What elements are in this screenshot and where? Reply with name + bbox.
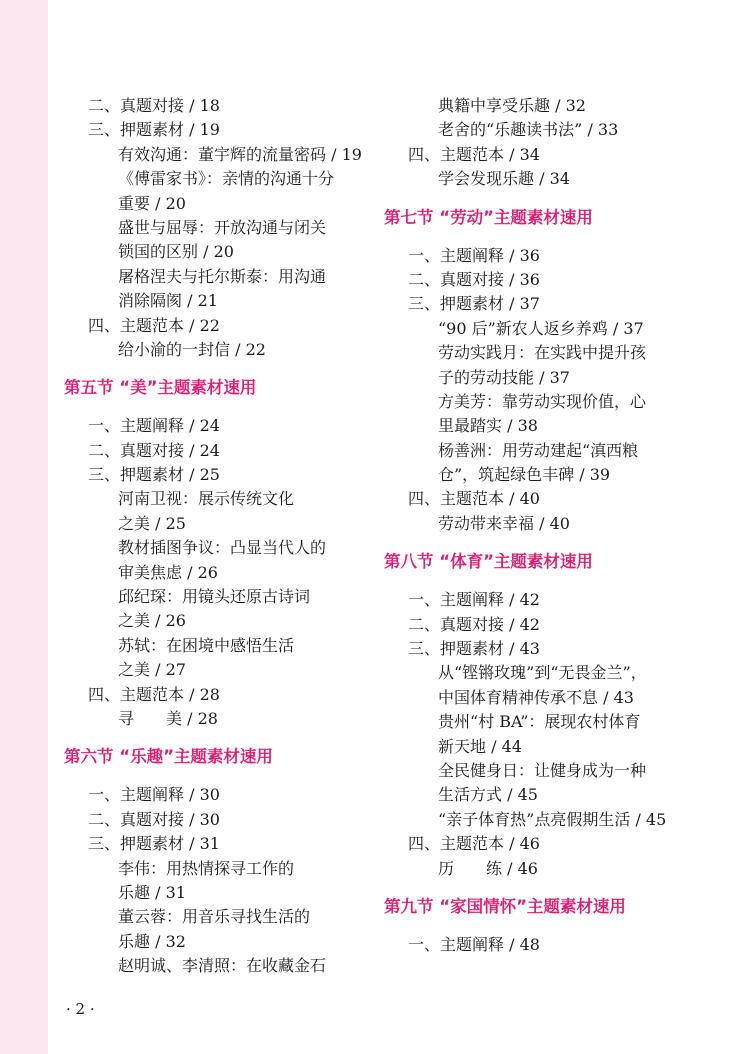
toc-entry: 二、真题对接 / 42 <box>408 614 540 634</box>
toc-subentry: 劳动实践月：在实践中提升孩 <box>438 343 647 363</box>
toc-subentry: 劳动带来幸福 / 40 <box>438 513 570 533</box>
toc-entry: 一、主题阐释 / 24 <box>88 416 220 436</box>
toc-entry: 四、主题范本 / 34 <box>408 144 540 164</box>
toc-subentry: 全民健身日：让健身成为一种 <box>438 760 647 780</box>
toc-entry: 四、主题范本 / 22 <box>88 315 220 335</box>
toc-entry: 一、主题阐释 / 30 <box>88 785 220 805</box>
toc-subentry: 里最踏实 / 38 <box>438 416 538 436</box>
toc-subentry: 之美 / 27 <box>118 660 186 680</box>
section-heading: 第九节 “家国情怀”主题素材速用 <box>384 896 626 916</box>
section-heading: 第五节 “美”主题素材速用 <box>64 378 257 398</box>
toc-subentry: 从“铿锵玫瑰”到“无畏金兰”， <box>438 663 647 683</box>
toc-subentry: 锁国的区别 / 20 <box>118 242 234 262</box>
toc-entry: 三、押题素材 / 37 <box>408 294 540 314</box>
toc-entry: 三、押题素材 / 19 <box>88 120 220 140</box>
toc-subentry: 《傅雷家书》：亲情的沟通十分 <box>118 169 335 189</box>
toc-subentry: 老舍的“乐趣读书法” / 33 <box>438 120 619 140</box>
toc-entry: 二、真题对接 / 24 <box>88 440 220 460</box>
toc-subentry: 消除隔阂 / 21 <box>118 291 218 311</box>
toc-subentry: 杨善洲：用劳动建起“滇西粮 <box>438 440 639 460</box>
page-margin-strip <box>0 0 48 1054</box>
toc-entry: 四、主题范本 / 46 <box>408 834 540 854</box>
toc-entry: 二、真题对接 / 30 <box>88 809 220 829</box>
toc-subentry: 历 练 / 46 <box>438 858 538 878</box>
page-number: · 2 · <box>66 1000 95 1018</box>
toc-subentry: “亲子体育热”点亮假期生活 / 45 <box>438 809 667 829</box>
toc-subentry: 赵明诚、李清照：在收藏金石 <box>118 956 327 976</box>
toc-subentry: 有效沟通：董宇辉的流量密码 / 19 <box>118 144 362 164</box>
toc-subentry: 中国体育精神传承不息 / 43 <box>438 687 634 707</box>
toc-subentry: 教材插图争议：凸显当代人的 <box>118 538 327 558</box>
toc-subentry: 邱纪琛：用镜头还原古诗词 <box>118 587 311 607</box>
toc-subentry: 学会发现乐趣 / 34 <box>438 169 570 189</box>
toc-subentry: 屠格涅夫与托尔斯泰：用沟通 <box>118 266 327 286</box>
toc-entry: 三、押题素材 / 31 <box>88 834 220 854</box>
toc-entry: 二、真题对接 / 18 <box>88 96 220 115</box>
toc-subentry: 李伟：用热情探寻工作的 <box>118 858 295 878</box>
toc-entry: 二、真题对接 / 36 <box>408 269 540 289</box>
toc-entry: 一、主题阐释 / 36 <box>408 245 540 265</box>
toc-subentry: 寻 美 / 28 <box>118 708 218 728</box>
toc-subentry: 盛世与屈辱：开放沟通与闭关 <box>118 217 327 237</box>
toc-subentry: 之美 / 26 <box>118 611 186 631</box>
toc-subentry: 审美焦虑 / 26 <box>118 562 218 582</box>
toc-entry: 一、主题阐释 / 42 <box>408 590 540 610</box>
toc-entry: 四、主题范本 / 28 <box>88 684 220 704</box>
toc-subentry: 苏轼：在困境中感悟生活 <box>118 635 295 655</box>
toc-right-column <box>384 94 684 957</box>
section-heading: 第七节 “劳动”主题素材速用 <box>384 207 593 227</box>
toc-entry: 四、主题范本 / 40 <box>408 489 540 509</box>
toc-entry: 三、押题素材 / 43 <box>408 639 540 659</box>
toc-subentry: 给小渝的一封信 / 22 <box>118 339 266 359</box>
toc-subentry: 之美 / 25 <box>118 513 186 533</box>
toc-subentry: 方美芳：靠劳动实现价值，心 <box>438 391 647 411</box>
toc-subentry: 仓”，筑起绿色丰碑 / 39 <box>438 465 611 485</box>
toc-subentry: 董云蓉：用音乐寻找生活的 <box>118 907 311 927</box>
toc-subentry: “90 后”新农人返乡养鸡 / 37 <box>438 318 644 338</box>
toc-subentry: 子的劳动技能 / 37 <box>438 367 570 387</box>
toc-entry: 三、押题素材 / 25 <box>88 465 220 485</box>
toc-subentry: 乐趣 / 32 <box>118 931 186 951</box>
toc-entry: 一、主题阐释 / 48 <box>408 934 540 954</box>
toc-subentry: 贵州“村 BA”：展现农村体育 <box>438 712 641 732</box>
section-heading: 第八节 “体育”主题素材速用 <box>384 552 593 572</box>
toc-subentry: 河南卫视：展示传统文化 <box>118 489 295 509</box>
toc-subentry: 生活方式 / 45 <box>438 785 538 805</box>
toc-subentry: 新天地 / 44 <box>438 736 522 756</box>
toc-subentry: 乐趣 / 31 <box>118 882 186 902</box>
toc-subentry: 典籍中享受乐趣 / 32 <box>438 96 586 115</box>
toc-left-column <box>64 94 364 979</box>
section-heading: 第六节 “乐趣”主题素材速用 <box>64 747 273 767</box>
toc-subentry: 重要 / 20 <box>118 193 186 213</box>
